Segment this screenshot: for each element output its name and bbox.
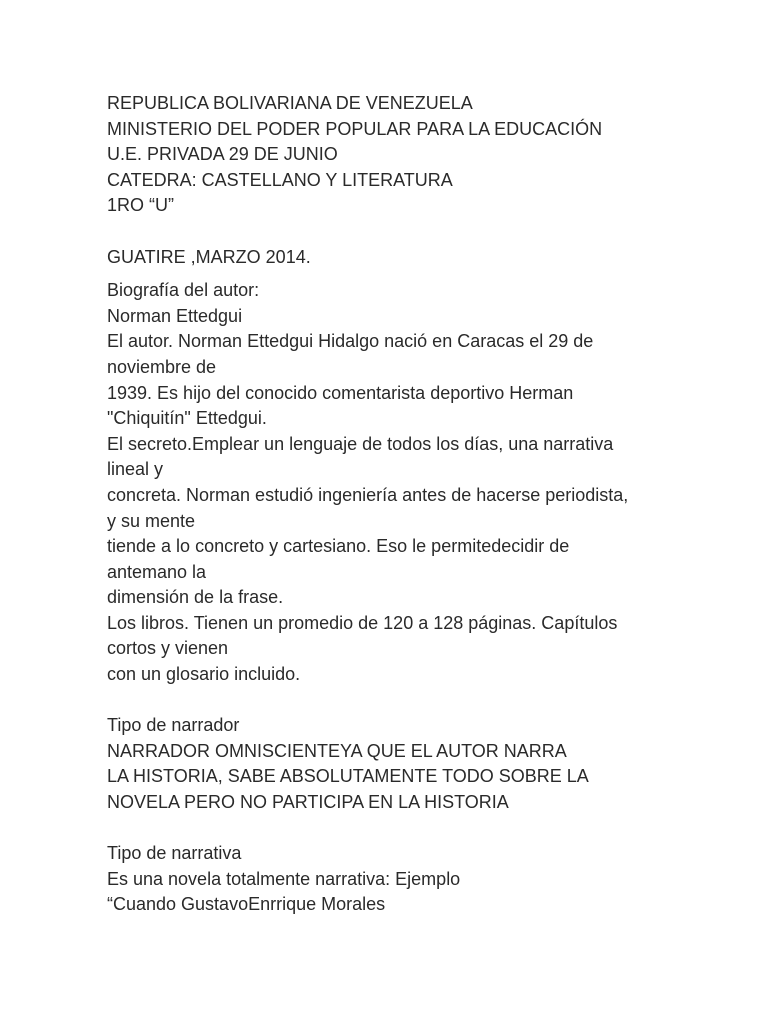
section-heading: Tipo de narrador	[107, 715, 240, 736]
biography-line: y su mente	[107, 510, 196, 531]
biography-line: con un glosario incluido.	[107, 664, 301, 685]
biography-line: concreta. Norman estudió ingeniería antes de hacerse periodista,	[107, 484, 629, 505]
biography-line: El secreto.Emplear un lenguaje de todos los días, una narrativa	[107, 433, 614, 454]
narrator-line: LA HISTORIA, SABE ABSOLUTAMENTE TODO SOBRE LA	[107, 766, 589, 787]
biography-line: antemano la	[107, 561, 207, 582]
biography-section	[107, 278, 707, 688]
spacer	[107, 270, 707, 278]
biography-line: El autor. Norman Ettedgui Hidalgo nació en Caracas el 29 de	[107, 331, 594, 352]
place-date: GUATIRE ,MARZO 2014.	[107, 246, 311, 267]
header-line: MINISTERIO DEL PODER POPULAR PARA LA EDUCACIÓN	[107, 118, 603, 139]
header-line: CATEDRA: CASTELLANO Y LITERATURA	[107, 169, 453, 190]
narrative-section	[107, 841, 707, 918]
header-line: 1RO “U”	[107, 195, 174, 216]
narrative-line: “Cuando GustavoEnrrique Morales	[107, 894, 386, 915]
narrator-line: NOVELA PERO NO PARTICIPA EN LA HISTORIA	[107, 792, 509, 813]
narrative-line: Es una novela totalmente narrativa: Ejemplo	[107, 868, 461, 889]
biography-line: noviembre de	[107, 356, 217, 377]
section-heading: Tipo de narrativa	[107, 843, 242, 864]
header-block	[107, 91, 707, 219]
biography-line: Los libros. Tienen un promedio de 120 a 128 páginas. Capítulos	[107, 612, 618, 633]
narrator-section	[107, 713, 707, 815]
biography-line: 1939. Es hijo del conocido comentarista deportivo Herman	[107, 382, 574, 403]
spacer	[107, 219, 707, 245]
biography-line: dimensión de la frase.	[107, 587, 284, 608]
biography-line: tiende a lo concreto y cartesiano. Eso le permitedecidir de	[107, 536, 570, 557]
biography-line: lineal y	[107, 459, 164, 480]
spacer	[107, 816, 707, 842]
biography-line: Norman Ettedgui	[107, 305, 243, 326]
header-line: REPUBLICA BOLIVARIANA DE VENEZUELA	[107, 93, 473, 113]
biography-line: cortos y vienen	[107, 638, 229, 659]
spacer	[107, 688, 707, 714]
biography-line: "Chiquitín" Ettedgui.	[107, 408, 267, 429]
document-body	[107, 91, 707, 918]
section-heading: Biografía del autor:	[107, 280, 260, 301]
header-line: U.E. PRIVADA 29 DE JUNIO	[107, 144, 338, 165]
narrator-line: NARRADOR OMNISCIENTEYA QUE EL AUTOR NARRA	[107, 740, 567, 761]
